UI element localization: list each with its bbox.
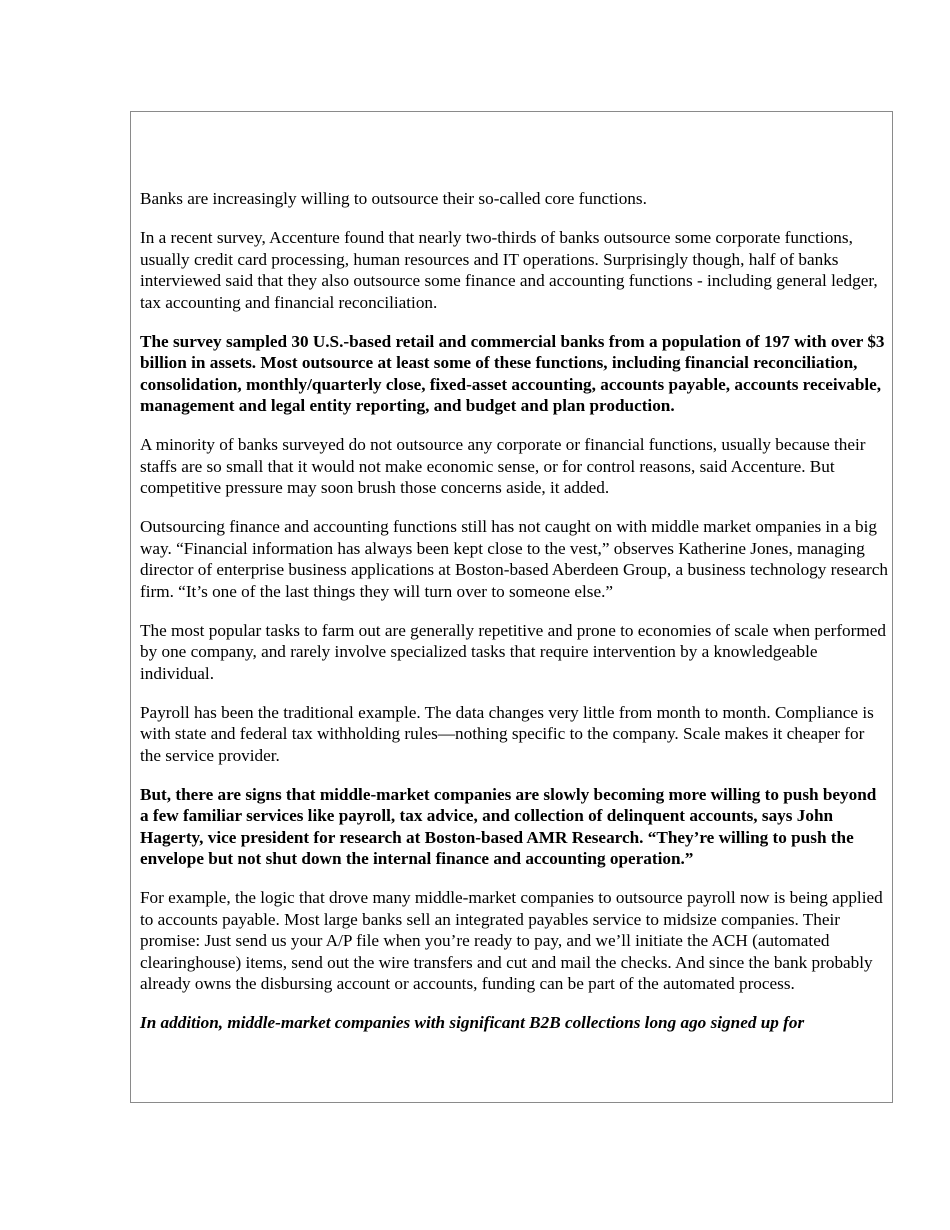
paragraph-2: In a recent survey, Accenture found that nearly two-thirds of banks outsource some corporate functions, usually credit card processing, human resources and IT operations. Surprisingly though, half of banks interviewed said that they also outsource some finance and accounting functions - including general ledger, tax accounting and financial reconciliation.: [140, 228, 878, 312]
paragraph-3-bold: The survey sampled 30 U.S.-based retail and commercial banks from a population of 197 with over $3 billion in assets. Most outsource at least some of these functions, including financial reconciliation, consolidation, monthly/quarterly close, fixed-asset accounting, accounts payable, accounts receivable, management and legal entity reporting, and budget and plan production.: [140, 331, 885, 415]
paragraph-1: Banks are increasingly willing to outsource their so-called core functions.: [140, 189, 647, 208]
paragraph-8-bold: But, there are signs that middle-market companies are slowly becoming more willing to push beyond a few familiar services like payroll, tax advice, and collection of delinquent accounts, says John Hagerty, vice president for research at Boston-based AMR Research. “They’re willing to push the envelope but not shut down the internal finance and accounting operation.”: [140, 784, 877, 868]
paragraph-5: Outsourcing finance and accounting functions still has not caught on with middle market ompanies in a big way. “Financial information has always been kept close to the vest,” observes Katherine Jones, managing director of enterprise business applications at Boston-based Aberdeen Group, a business technology research firm. “It’s one of the last things they will turn over to someone else.”: [140, 517, 888, 601]
document-body: [140, 188, 888, 1051]
document-page-frame: [130, 111, 893, 1103]
paragraph-4: A minority of banks surveyed do not outsource any corporate or financial functions, usually because their staffs are so small that it would not make economic sense, or for control reasons, said Accenture. But competitive pressure may soon brush those concerns aside, it added.: [140, 435, 866, 497]
paragraph-10-bold-italic: In addition, middle-market companies with significant B2B collections long ago signed up for: [140, 1013, 805, 1032]
paragraph-9: For example, the logic that drove many middle-market companies to outsource payroll now is being applied to accounts payable. Most large banks sell an integrated payables service to midsize companies. Their promise: Just send us your A/P file when you’re ready to pay, and we’ll initiate the ACH (automated clearinghouse) items, send out the wire transfers and cut and mail the checks. And since the bank probably already owns the disbursing account or accounts, funding can be part of the automated process.: [140, 888, 883, 993]
paragraph-6: The most popular tasks to farm out are generally repetitive and prone to economies of scale when performed by one company, and rarely involve specialized tasks that require intervention by a knowledgeable individual.: [140, 620, 886, 683]
paragraph-7: Payroll has been the traditional example. The data changes very little from month to month. Compliance is with state and federal tax withholding rules—nothing specific to the company. Scale makes it cheaper for the service provider.: [140, 702, 874, 765]
